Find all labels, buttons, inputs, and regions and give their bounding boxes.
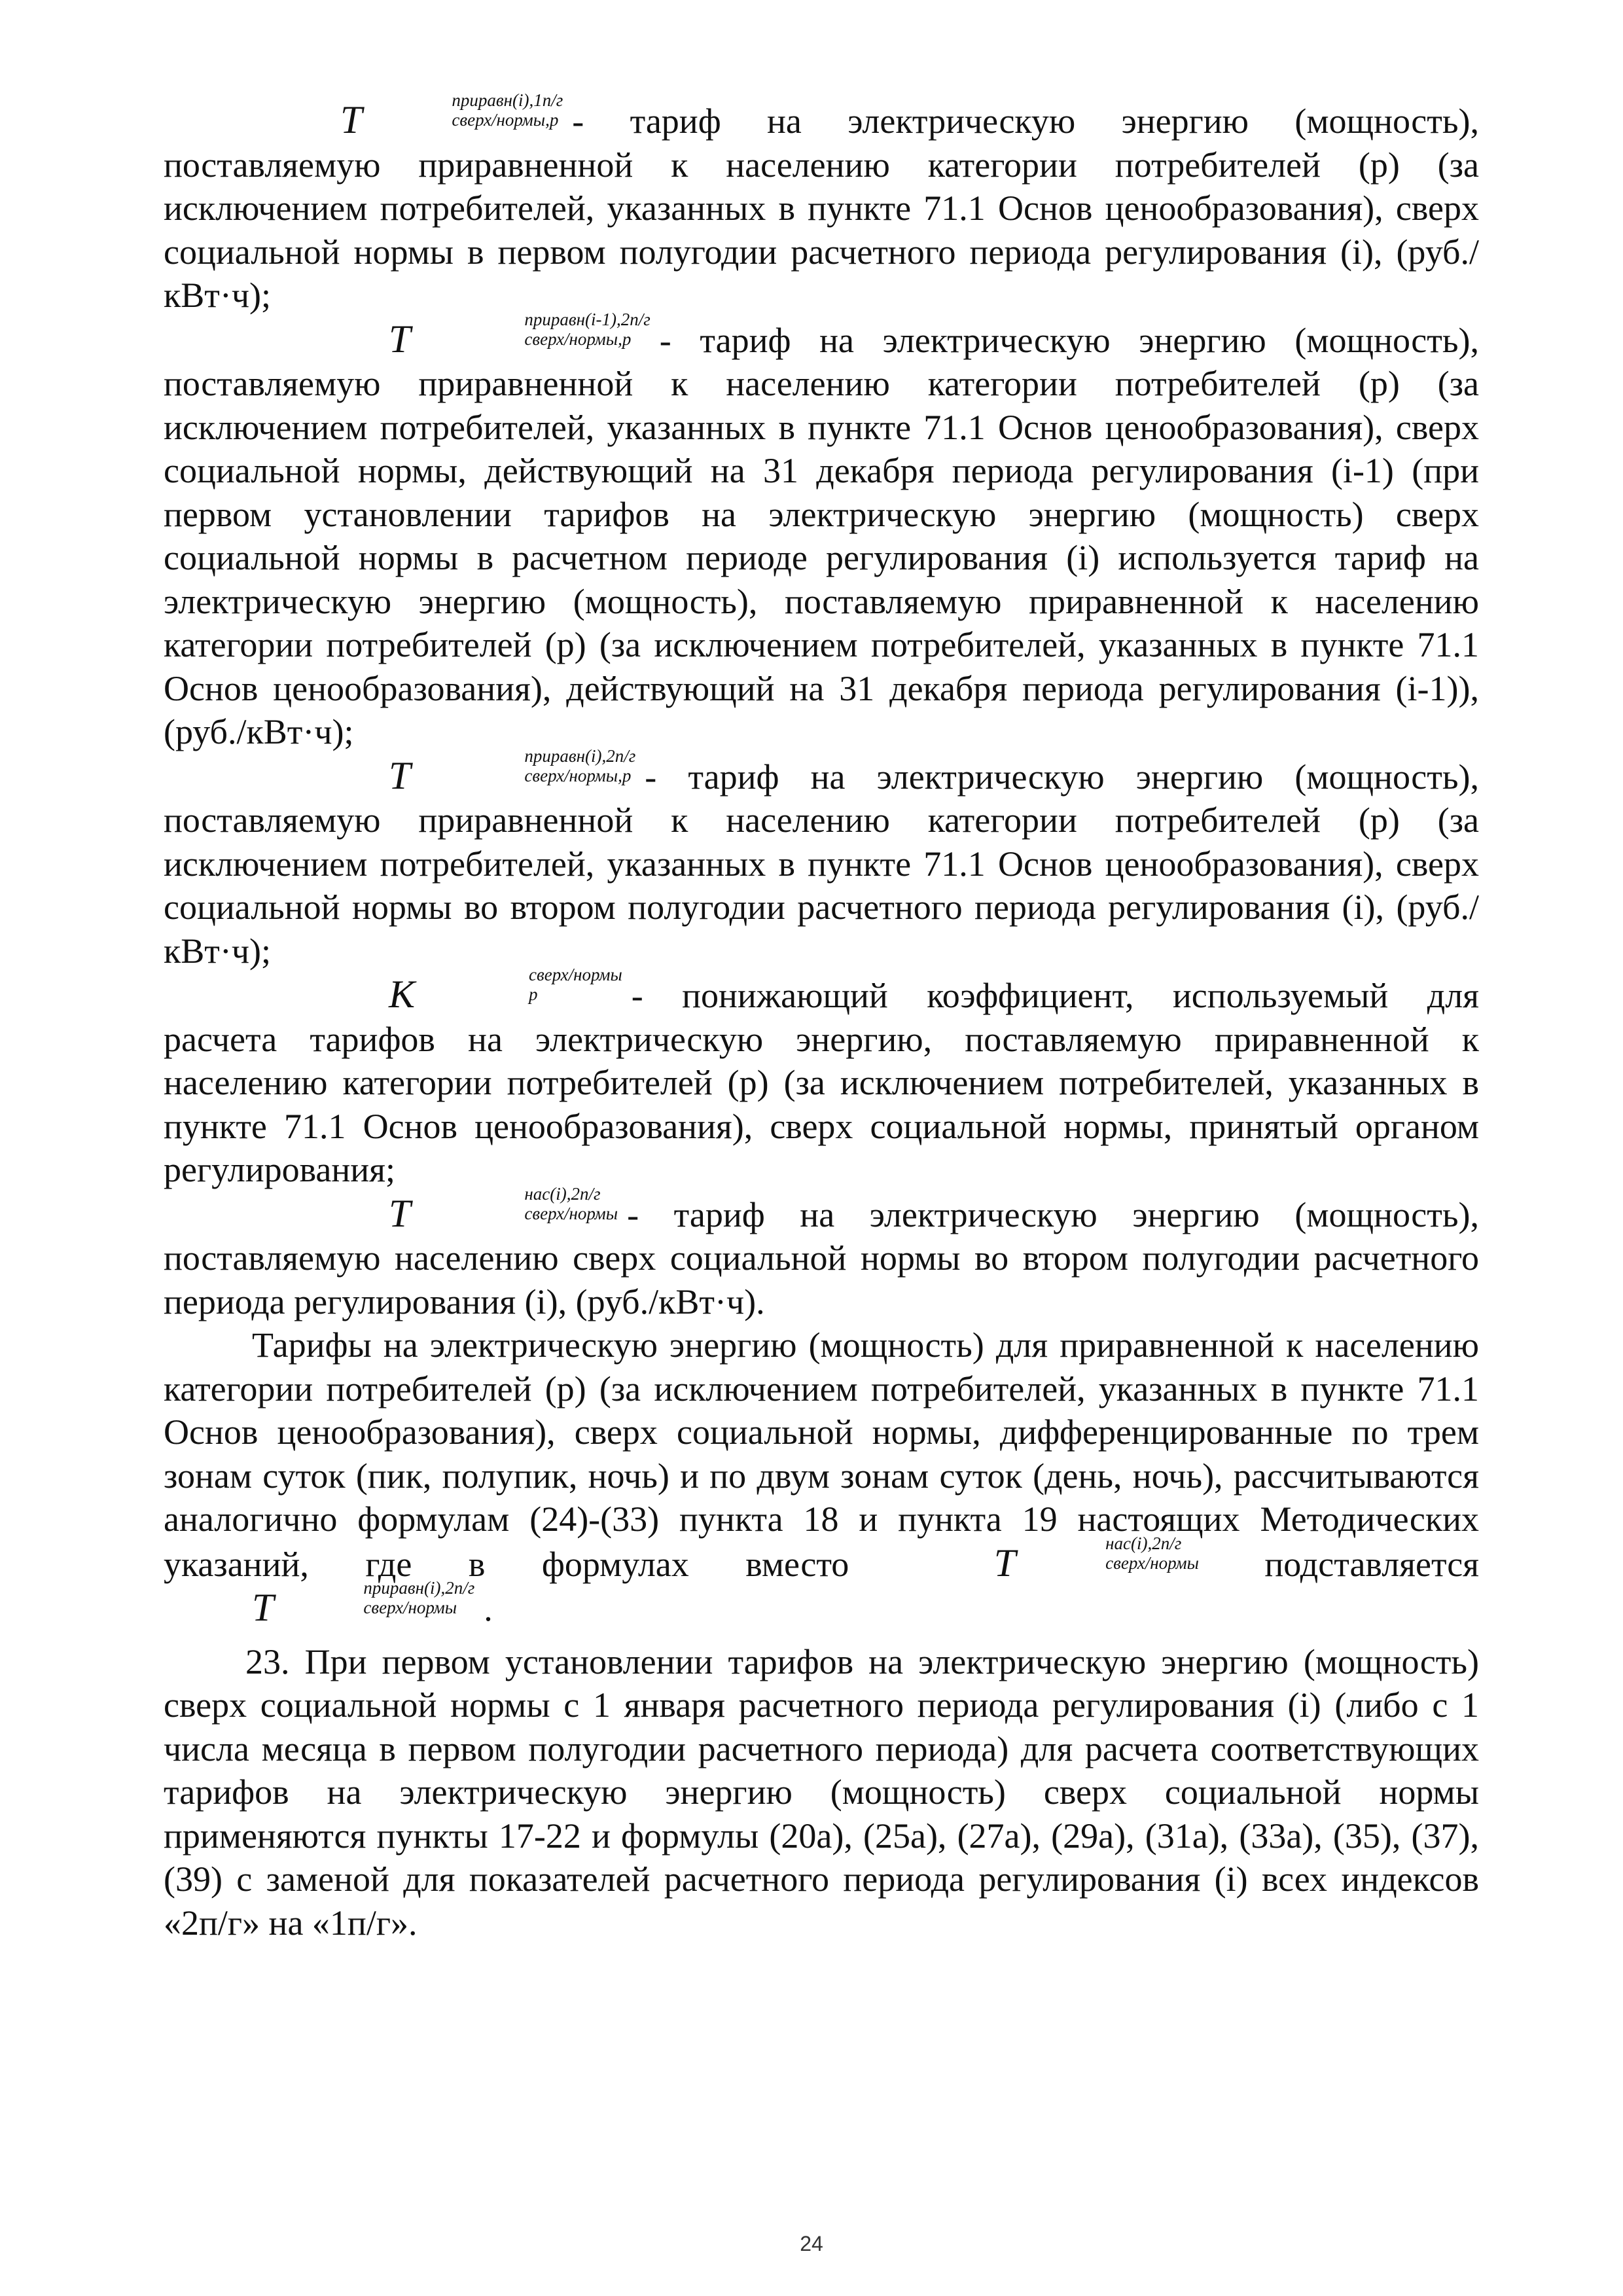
definition-text: - тариф на электрическую энергию (мощность), поставляемую населению сверх социальной нормы во втором полугодии расчетного периода регулирования (i), (руб./кВт·ч). bbox=[164, 1194, 1479, 1321]
formula-symbol: T приравн(i),2п/г сверх/нормы,р bbox=[389, 745, 636, 797]
definition-text: - тариф на электрическую энергию (мощность), поставляемую приравненной к населению категории потребителей (р) (за исключением потребителей, указанных в пункте 71.1 Основ ценообразования), сверх социальной нормы, действующий на 31 декабря периода регулирования (i-1) (при первом установлении тарифов на электрическую энергию (мощность) сверх социальной нормы в расчетном периоде регулирования (i) используется тариф на электрическую энергию (мощность), поставляемую приравненной к населению категории потребителей (р) (за исключением потребителей, указанных в пункте 71.1 Основ ценообразования), действующий на 31 декабря периода регулирования (i-1)), (руб./кВт·ч); bbox=[164, 320, 1479, 751]
tariffs-paragraph bbox=[164, 1323, 1479, 1631]
definition-item bbox=[164, 965, 1479, 1192]
page-number: 24 bbox=[800, 2232, 823, 2255]
formula-symbol: T нас(i),2п/г сверх/нормы bbox=[389, 1183, 618, 1235]
definition-item bbox=[164, 90, 1479, 317]
document-body bbox=[164, 90, 1480, 1945]
paragraph-text: 23. При первом установлении тарифов на электрическую энергию (мощность) сверх социальной нормы с 1 января расчетного периода регулирования (i) (либо с 1 числа месяца в первом полугодии расчетного периода) для расчета соответствующих тарифов на электрическую энергию (мощность) сверх социальной нормы применяются пункты 17-22 и формулы (20а), (25а), (27а), (29а), (31а), (33а), (35), (37), (39) с заменой для показателей расчетного периода регулирования (i) всех индексов «2п/г» на «1п/г». bbox=[164, 1641, 1479, 1943]
formula-symbol: T приравн(i),2п/г сверх/нормы bbox=[252, 1578, 475, 1629]
paragraph-text: Тарифы на электрическую энергию (мощность) для приравненной к населению категории потребителей (р) (за исключением потребителей, указанных в пункте 71.1 Основ ценообразования), сверх социальной нормы, дифференцированные по трем зонам суток (пик, полупик, ночь) и по двум зонам суток (день, ночь), рассчитываются аналогично формулам (24)-(33) пункта 18 и пункта 19 настоящих Методических указаний, где в формулах вместо bbox=[164, 1325, 1479, 1584]
definition-item bbox=[164, 1183, 1479, 1324]
definition-text: - тариф на электрическую энергию (мощность), поставляемую приравненной к населению категории потребителей (р) (за исключением потребителей, указанных в пункте 71.1 Основ ценообразования), сверх социальной нормы в первом полугодии расчетного периода регулирования (i), (руб./кВт·ч); bbox=[164, 101, 1479, 315]
definition-item bbox=[164, 309, 1479, 754]
definition-text: - понижающий коэффициент, используемый для расчета тарифов на электрическую энергию, поставляемую приравненной к населению категории потребителей (р) (за исключением потребителей, указанных в пункте 71.1 Основ ценообразования), сверх социальной нормы, принятый органом регулирования; bbox=[164, 976, 1479, 1189]
paragraph-text: . bbox=[484, 1589, 493, 1628]
formula-symbol: T приравн(i-1),2п/г сверх/нормы,р bbox=[389, 309, 651, 361]
section-23-paragraph bbox=[164, 1640, 1479, 1945]
formula-symbol: K сверх/нормы р bbox=[389, 965, 622, 1016]
definition-text: - тариф на электрическую энергию (мощность), поставляемую приравненной к населению категории потребителей (р) (за исключением потребителей, указанных в пункте 71.1 Основ ценообразования), сверх социальной нормы во втором полугодии расчетного периода регулирования (i), (руб./кВт·ч); bbox=[164, 757, 1479, 971]
paragraph-text: подставляется bbox=[1264, 1544, 1480, 1584]
definition-item bbox=[164, 745, 1479, 973]
formula-symbol: T приравн(i),1п/г сверх/нормы,р bbox=[340, 90, 563, 141]
formula-symbol: T нас(i),2п/г сверх/нормы bbox=[993, 1533, 1199, 1585]
